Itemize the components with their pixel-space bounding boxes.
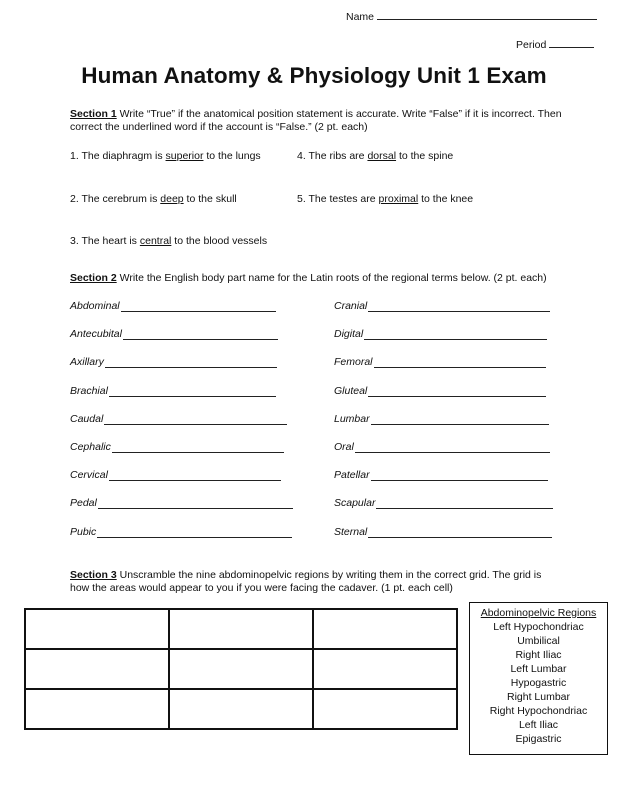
answer-blank[interactable] xyxy=(371,414,549,425)
term-label: Oral xyxy=(334,441,354,453)
question-1 xyxy=(70,150,261,162)
grid-cell[interactable] xyxy=(25,689,169,729)
regions-word-bank xyxy=(469,602,608,755)
term-right-2 xyxy=(334,328,547,340)
answer-blank[interactable] xyxy=(371,470,548,481)
term-left-7 xyxy=(70,469,281,481)
grid-row xyxy=(25,649,457,689)
term-right-6 xyxy=(334,441,550,453)
term-left-4 xyxy=(70,385,276,397)
term-label: Cervical xyxy=(70,469,108,481)
term-label: Pedal xyxy=(70,497,97,509)
answer-blank[interactable] xyxy=(368,301,550,312)
term-left-1 xyxy=(70,300,276,312)
name-field[interactable] xyxy=(377,10,597,20)
name-row xyxy=(346,10,597,23)
answer-blank[interactable] xyxy=(123,329,278,340)
word-bank-title: Abdominopelvic Regions xyxy=(480,607,597,619)
region-item: Left Lumbar xyxy=(510,663,567,675)
question-text: 2. The cerebrum is xyxy=(70,193,161,205)
grid-cell[interactable] xyxy=(169,609,313,649)
question-text: to the lungs xyxy=(203,150,261,162)
term-left-8 xyxy=(70,497,293,509)
grid-cell[interactable] xyxy=(313,609,457,649)
region-item: Right Iliac xyxy=(515,649,562,661)
term-right-9 xyxy=(334,526,552,538)
question-4 xyxy=(297,150,453,162)
term-label: Femoral xyxy=(334,356,373,368)
section2-instructions xyxy=(70,272,570,285)
period-row xyxy=(516,38,594,51)
question-text: 4. The ribs are xyxy=(297,150,368,162)
term-right-4 xyxy=(334,385,546,397)
answer-blank[interactable] xyxy=(368,386,546,397)
region-item: Hypogastric xyxy=(510,677,567,689)
question-text: 3. The heart is xyxy=(70,235,140,247)
answer-blank[interactable] xyxy=(105,357,277,368)
section1-text: Write “True” if the anatomical position statement is accurate. Write “False” if it is incorrect. Then correct the underlined word if the account is “False.” (2 pt. each) xyxy=(70,108,562,133)
answer-blank[interactable] xyxy=(376,498,553,509)
section3-instructions xyxy=(70,569,560,595)
grid-cell[interactable] xyxy=(25,609,169,649)
term-label: Lumbar xyxy=(334,413,370,425)
term-left-9 xyxy=(70,526,292,538)
underlined-word: deep xyxy=(160,193,184,205)
section3-heading: Section 3 xyxy=(70,569,117,581)
answer-blank[interactable] xyxy=(97,527,292,538)
question-3 xyxy=(70,235,267,247)
question-text: to the knee xyxy=(418,193,474,205)
term-right-5 xyxy=(334,413,549,425)
section2-heading: Section 2 xyxy=(70,272,117,284)
term-label: Caudal xyxy=(70,413,104,425)
answer-blank[interactable] xyxy=(355,442,550,453)
term-left-5 xyxy=(70,413,287,425)
question-text: to the spine xyxy=(396,150,454,162)
answer-blank[interactable] xyxy=(368,527,552,538)
period-field[interactable] xyxy=(549,38,594,48)
region-item: Right Hypochondriac xyxy=(489,705,588,717)
grid-cell[interactable] xyxy=(313,689,457,729)
term-left-3 xyxy=(70,356,277,368)
region-item: Epigastric xyxy=(515,733,562,745)
section1-instructions xyxy=(70,108,565,134)
underlined-word: superior xyxy=(165,150,204,162)
question-text: to the blood vessels xyxy=(171,235,268,247)
answer-blank[interactable] xyxy=(104,414,287,425)
region-item: Left Iliac xyxy=(518,719,559,731)
region-item: Right Lumbar xyxy=(506,691,571,703)
underlined-word: dorsal xyxy=(367,150,397,162)
section1-heading: Section 1 xyxy=(70,108,117,120)
region-item: Left Hypochondriac xyxy=(493,621,584,633)
answer-blank[interactable] xyxy=(109,386,276,397)
question-text: 5. The testes are xyxy=(297,193,379,205)
grid-cell[interactable] xyxy=(169,649,313,689)
term-label: Patellar xyxy=(334,469,370,481)
term-label: Cranial xyxy=(334,300,368,312)
term-label: Sternal xyxy=(334,526,368,538)
term-left-6 xyxy=(70,441,284,453)
term-right-1 xyxy=(334,300,550,312)
grid-row xyxy=(25,609,457,649)
page-title: Human Anatomy & Physiology Unit 1 Exam xyxy=(81,63,547,88)
term-left-2 xyxy=(70,328,278,340)
grid-cell[interactable] xyxy=(25,649,169,689)
section3-text: Unscramble the nine abdominopelvic regions by writing them in the correct grid. The grid is how the areas would appear to you if you were facing the cadaver. (1 pt. each cell) xyxy=(70,569,542,594)
underlined-word: proximal xyxy=(378,193,419,205)
underlined-word: central xyxy=(139,235,172,247)
question-2 xyxy=(70,193,237,205)
question-5 xyxy=(297,193,473,205)
answer-blank[interactable] xyxy=(121,301,276,312)
grid-row xyxy=(25,689,457,729)
regions-grid xyxy=(24,608,458,730)
term-label: Axillary xyxy=(70,356,104,368)
term-label: Cephalic xyxy=(70,441,111,453)
term-label: Scapular xyxy=(334,497,376,509)
period-label: Period xyxy=(516,39,547,51)
grid-cell[interactable] xyxy=(313,649,457,689)
question-text: 1. The diaphragm is xyxy=(70,150,166,162)
term-label: Abdominal xyxy=(70,300,120,312)
term-right-8 xyxy=(334,497,553,509)
question-text: to the skull xyxy=(183,193,237,205)
answer-blank[interactable] xyxy=(109,470,281,481)
term-label: Brachial xyxy=(70,385,108,397)
section2-text: Write the English body part name for the Latin roots of the regional terms below. (2 pt. each) xyxy=(119,272,547,284)
term-label: Digital xyxy=(334,328,364,340)
answer-blank[interactable] xyxy=(98,498,293,509)
term-label: Gluteal xyxy=(334,385,368,397)
answer-blank[interactable] xyxy=(374,357,546,368)
answer-blank[interactable] xyxy=(364,329,547,340)
grid-cell[interactable] xyxy=(169,689,313,729)
answer-blank[interactable] xyxy=(112,442,284,453)
name-label: Name xyxy=(346,11,375,23)
term-right-7 xyxy=(334,469,548,481)
region-item: Umbilical xyxy=(517,635,560,647)
term-label: Pubic xyxy=(70,526,97,538)
term-right-3 xyxy=(334,356,546,368)
term-label: Antecubital xyxy=(70,328,122,340)
